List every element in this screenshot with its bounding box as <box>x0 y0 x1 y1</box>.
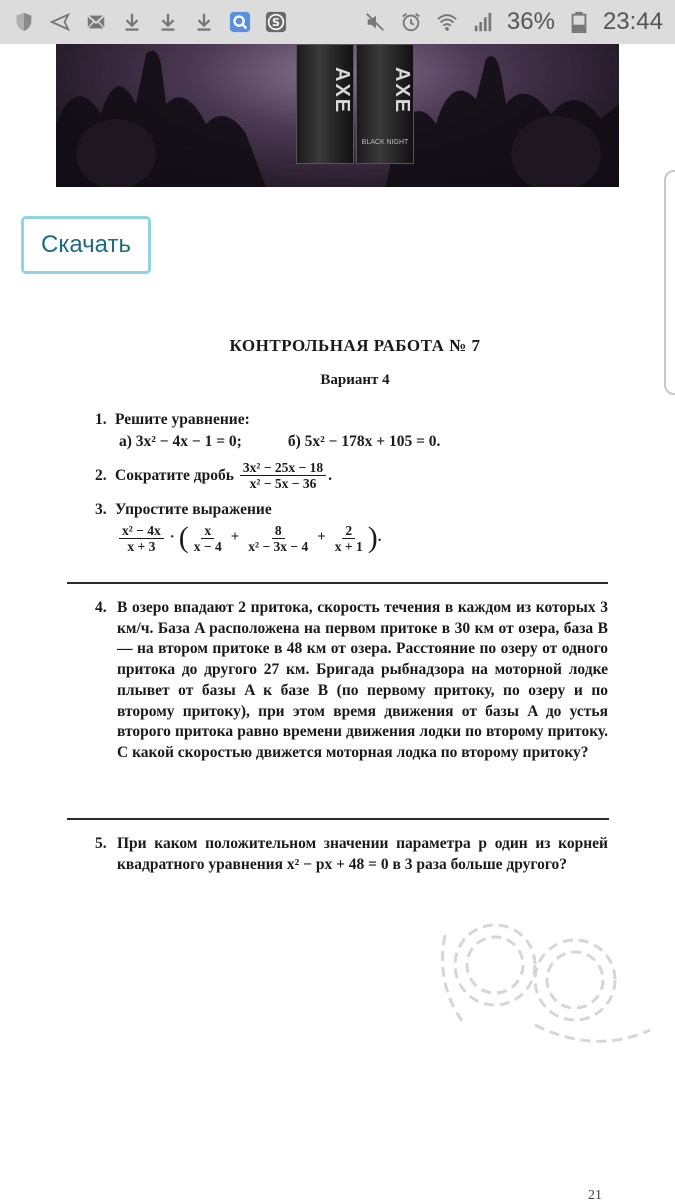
wifi-icon <box>435 10 459 34</box>
fraction <box>332 523 366 554</box>
mail-icon <box>84 10 108 34</box>
paren-open: ( <box>178 521 189 554</box>
task-text: При каком положительном значении параметра p один из корней квадратного уравнения x² − px + 48 = 0 в 3 раза больше другого? <box>117 835 608 873</box>
fraction-numerator: x² − 4x <box>119 523 164 539</box>
task-text: В озеро впадают 2 притока, скорость течения в каждом из которых 3 км/ч. База A расположена на первом притоке в 30 км от озера, база B — на втором притоке в 48 км от озера. Расстояние по озеру от одного притока до другого 27 км. Бригада рыбнадзора на моторной лодке плывет от базы A к базе B (по первому притоку, по озеру и по второму притоку), при этом время движения от базы A до устья второго притока равно времени движения лодки по второму притоку. С какой скоростью движется моторная лодка по второму притоку? <box>117 599 608 761</box>
status-bar <box>0 0 675 44</box>
status-bar-left <box>12 10 288 34</box>
bottle-brand: AXE <box>331 67 353 115</box>
task-number: 2. <box>95 466 107 484</box>
svg-text:S: S <box>272 16 280 30</box>
equation-a: а) 3x² − 4x − 1 = 0; <box>119 432 242 450</box>
arrow-left-icon <box>48 10 72 34</box>
fraction-numerator: 8 <box>272 523 285 539</box>
bottle-brand: AXE <box>391 67 413 115</box>
clock: 23:44 <box>602 8 663 35</box>
battery-icon <box>567 10 591 34</box>
operator: + <box>317 529 326 546</box>
fraction-numerator: 2 <box>342 523 355 539</box>
download-icon <box>156 10 180 34</box>
product-bottle <box>296 44 354 164</box>
fraction <box>119 523 164 554</box>
fraction <box>245 523 311 554</box>
expression <box>95 523 615 554</box>
task-text: Решите уравнение: <box>115 411 250 428</box>
task-number: 3. <box>95 501 107 518</box>
product-bottle <box>356 44 414 164</box>
app-s-icon <box>264 10 288 34</box>
task-number: 5. <box>95 835 107 852</box>
fraction <box>191 523 225 554</box>
bottle-subtext: BLACK NIGHT <box>361 139 409 146</box>
worksheet-variant: Вариант 4 <box>320 372 390 388</box>
page-number: 21 <box>588 1188 602 1200</box>
punctuation: . <box>377 529 382 546</box>
fraction-denominator: x − 4 <box>193 538 222 554</box>
task-number: 4. <box>95 599 107 616</box>
punctuation: . <box>328 466 332 484</box>
fraction-denominator: x + 3 <box>127 538 156 554</box>
fraction-denominator: x² − 3x − 4 <box>248 538 309 554</box>
watermark-logo <box>425 895 660 1055</box>
task-1 <box>95 409 615 452</box>
task-3 <box>95 499 615 554</box>
worksheet-title: КОНТРОЛЬНАЯ РАБОТА № 7 <box>229 336 481 355</box>
alarm-icon <box>399 10 423 34</box>
task-4 <box>95 598 608 764</box>
ad-banner[interactable] <box>56 44 619 187</box>
download-button[interactable]: Скачать <box>21 216 151 274</box>
fraction-numerator: 3x² − 25x − 18 <box>240 460 326 476</box>
task-text: Упростите выражение <box>115 501 272 518</box>
paren-close: ) <box>367 521 378 554</box>
equation-b: б) 5x² − 178x + 105 = 0. <box>287 432 441 450</box>
operator: · <box>169 529 175 546</box>
divider <box>67 818 609 820</box>
fraction <box>240 460 326 491</box>
worksheet <box>95 336 615 562</box>
task-2 <box>95 460 615 491</box>
shield-icon <box>12 10 36 34</box>
fraction-denominator: x + 1 <box>334 538 363 554</box>
task-5 <box>95 834 608 875</box>
divider <box>67 582 608 584</box>
search-app-icon <box>228 10 252 34</box>
scroll-indicator[interactable] <box>664 170 675 395</box>
operator: + <box>230 529 240 546</box>
status-bar-right <box>363 8 663 36</box>
fraction-numerator: x <box>201 523 214 539</box>
task-text: Сократите дробь <box>115 466 234 484</box>
signal-icon <box>471 10 495 34</box>
download-icon <box>120 10 144 34</box>
task-number: 1. <box>95 411 107 428</box>
download-icon <box>192 10 216 34</box>
battery-percent: 36% <box>506 8 555 35</box>
fraction-denominator: x² − 5x − 36 <box>249 476 317 491</box>
mute-icon <box>363 10 387 34</box>
